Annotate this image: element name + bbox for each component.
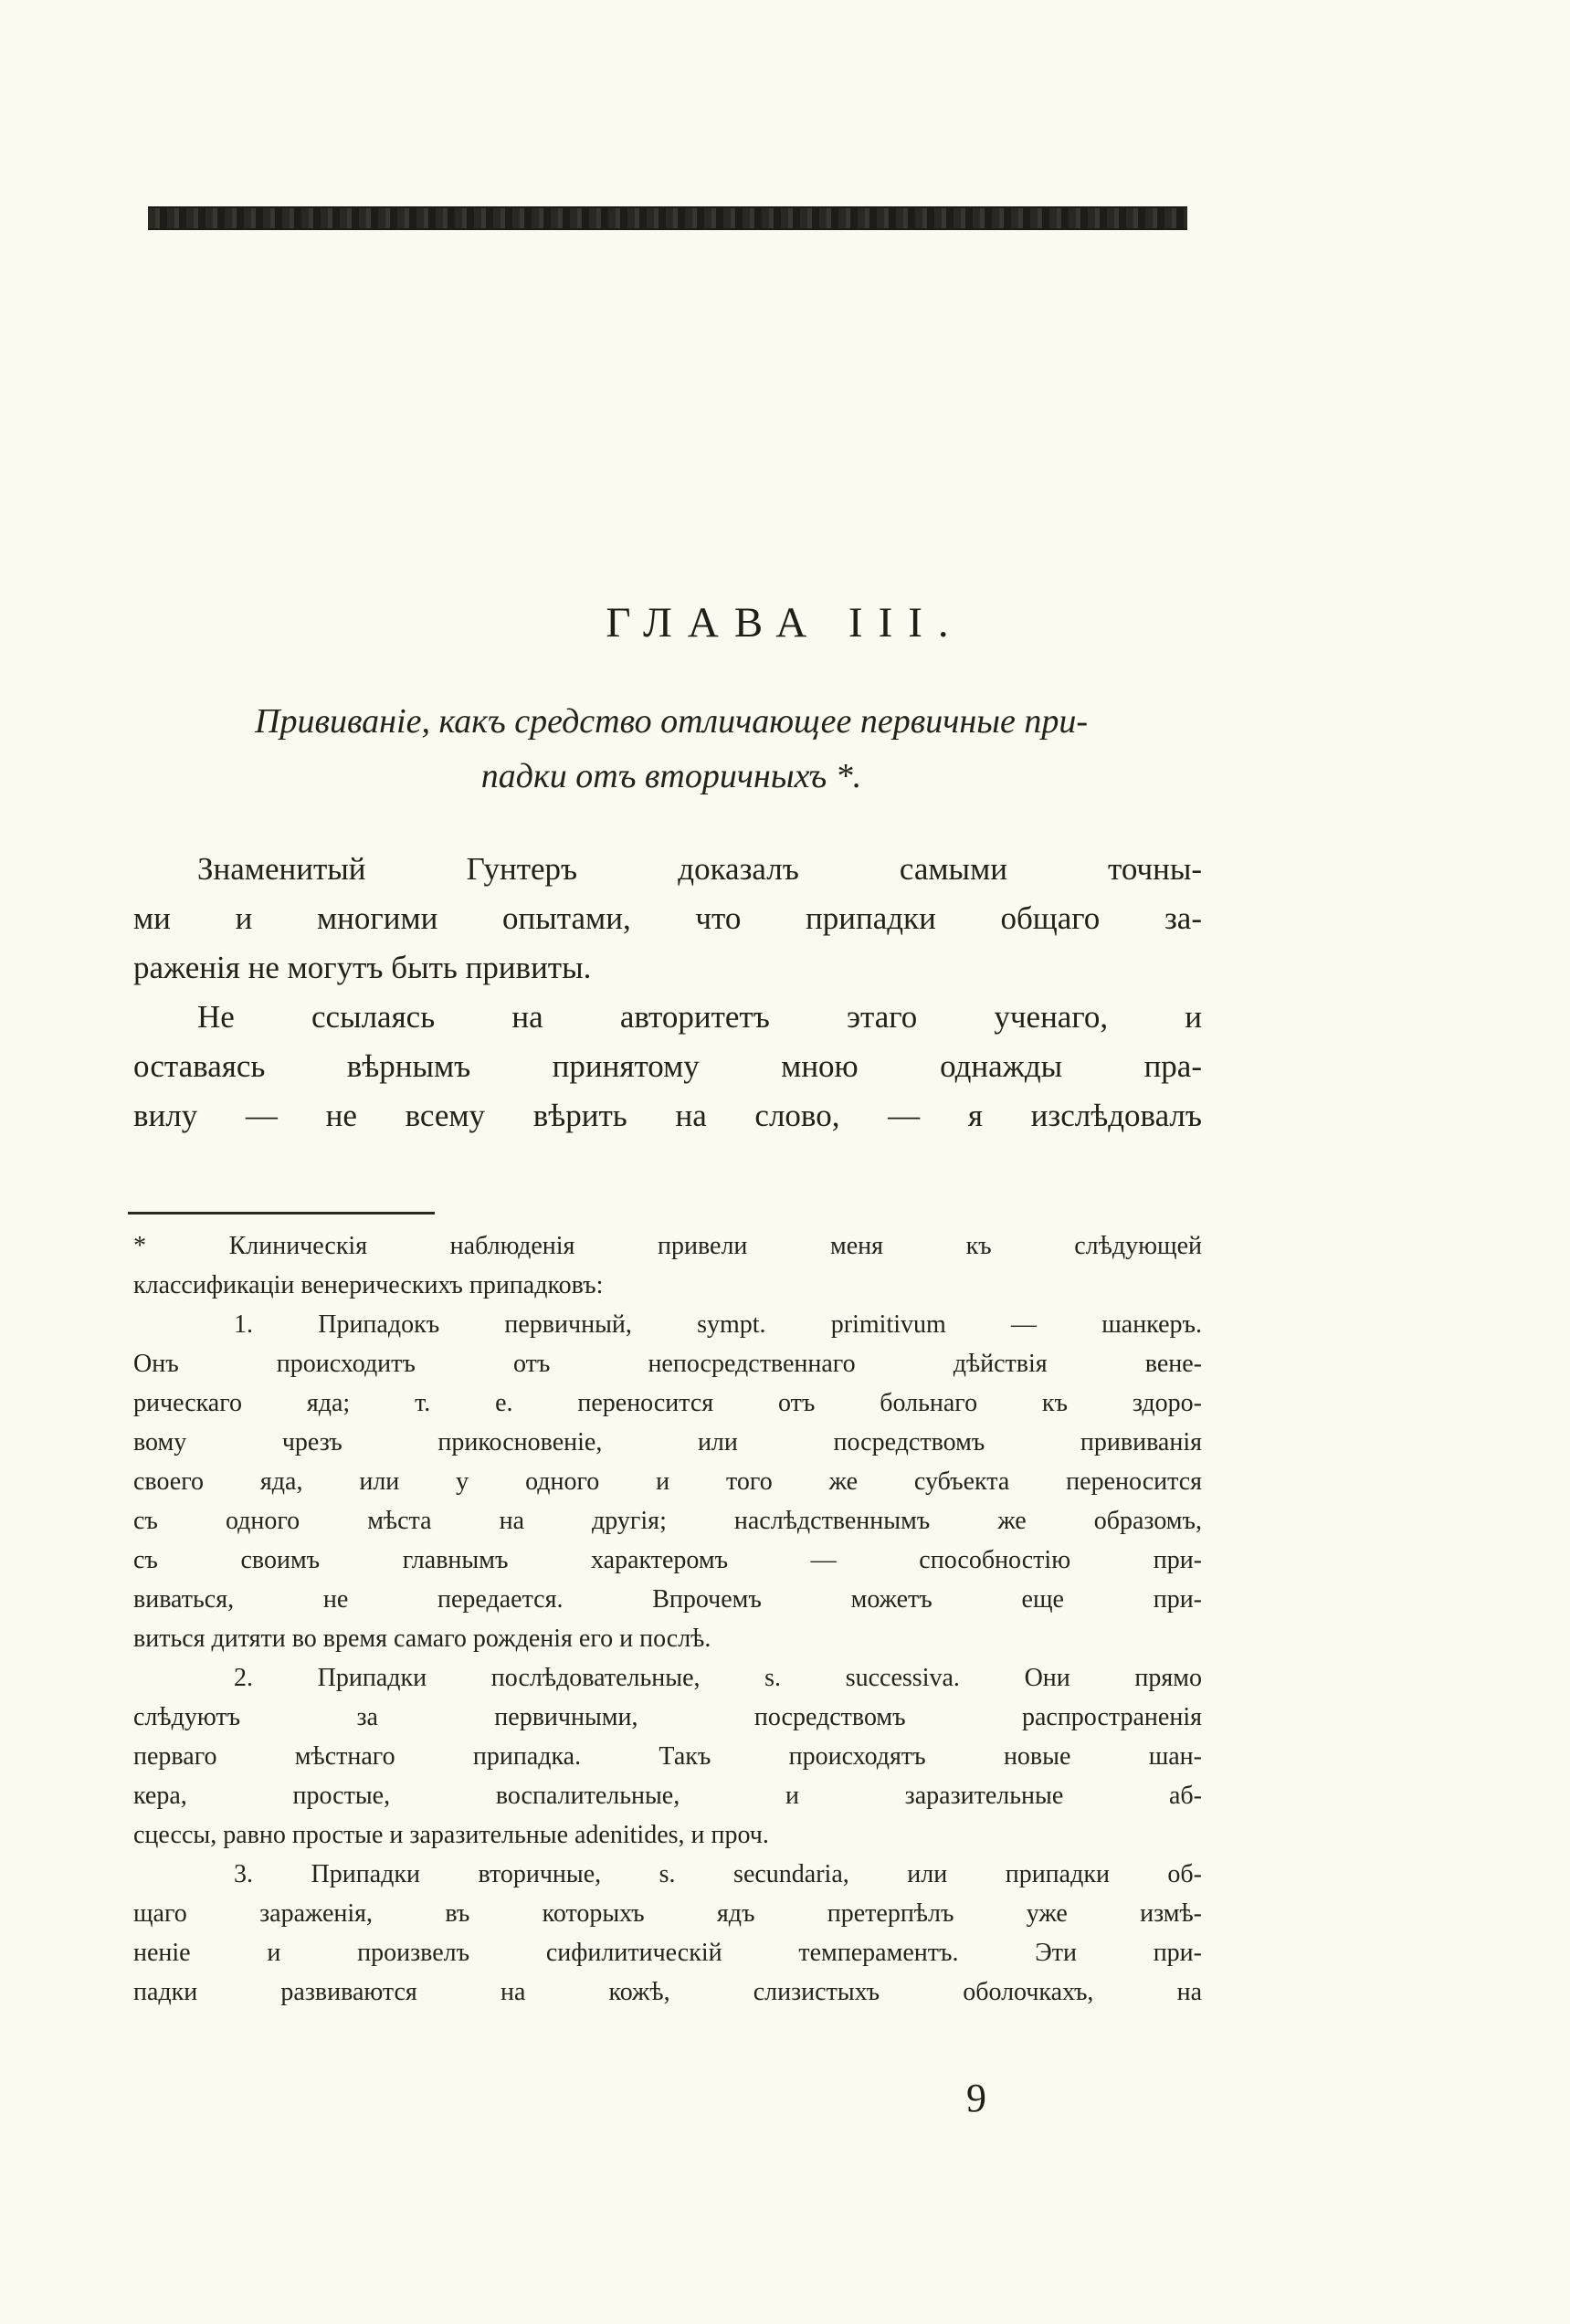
footnote-line-2: классификаціи венерическихъ припадковъ: [133, 1271, 604, 1299]
footnote-line-18: щаго зараженія, въ которыхъ ядъ претерпѣлъ уже измѣ- [133, 1899, 1202, 1928]
footnote-line-1: * Клиническія наблюденія привели меня къ слѣдующей [133, 1232, 1202, 1260]
footnote-line-8: съ одного мѣста на другія; наслѣдственнымъ же образомъ, [133, 1507, 1202, 1535]
footnote-line-5: рическаго яда; т. е. переносится отъ больнаго къ здоро- [133, 1389, 1202, 1417]
footnote-line-9: съ своимъ главнымъ характеромъ — способностію при- [133, 1546, 1202, 1574]
body-line-1: Знаменитый Гунтеръ доказалъ самыми точны- [197, 851, 1202, 887]
footnote-line-16: сцессы, равно простые и заразительные adenitides, и проч. [133, 1821, 769, 1849]
decorative-header-rule [148, 206, 1187, 230]
main-body-text [133, 845, 1202, 1141]
body-line-4: Не ссылаясь на авторитетъ этаго ученаго, и [197, 999, 1202, 1035]
footnote-line-13: слѣдуютъ за первичными, посредствомъ распространенія [133, 1703, 1202, 1731]
body-line-5: оставаясь вѣрнымъ принятому мною однажды пра- [133, 1048, 1202, 1084]
footnote-line-19: неніе и произвелъ сифилитическій темпераментъ. Эти при- [133, 1939, 1202, 1967]
footnote-line-15: кера, простые, воспалительные, и заразительные аб- [133, 1782, 1202, 1810]
footnote-line-11: виться дитяти во время самаго рожденія его и послѣ. [133, 1625, 711, 1653]
footnote-line-14: перваго мѣстнаго припадка. Такъ происходятъ новые шан- [133, 1742, 1202, 1771]
body-line-3: раженія не могутъ быть привиты. [133, 950, 592, 985]
body-line-2: ми и многими опытами, что припадки общаго за- [133, 900, 1202, 936]
chapter-heading: ГЛАВА III. [606, 599, 964, 647]
page-number: 9 [966, 2076, 986, 2120]
chapter-subtitle [137, 694, 1206, 804]
footnote-separator [128, 1212, 435, 1215]
footnote-line-10: виваться, не передается. Впрочемъ можетъ еще при- [133, 1585, 1202, 1614]
footnote-line-17: 3. Припадки вторичные, s. secundaria, или припадки об- [234, 1860, 1202, 1888]
footnote-line-4: Онъ происходитъ отъ непосредственнаго дѣйствія вене- [133, 1350, 1202, 1378]
subtitle-line-2: падки отъ вторичныхъ *. [480, 757, 862, 795]
footnote-block [133, 1226, 1202, 2012]
footnote-line-12: 2. Припадки послѣдовательные, s. successiva. Они прямо [234, 1664, 1202, 1692]
footnote-line-3: 1. Припадокъ первичный, sympt. primitivum — шанкеръ. [234, 1310, 1202, 1339]
footnote-line-6: вому чрезъ прикосновеніе, или посредствомъ прививанія [133, 1428, 1202, 1456]
subtitle-line-1: Прививаніе, какъ средство отличающее первичные при- [255, 702, 1088, 741]
footnote-line-7: своего яда, или у одного и того же субъекта переносится [133, 1467, 1202, 1496]
footnote-line-20: падки развиваются на кожѣ, слизистыхъ оболочкахъ, на [133, 1978, 1202, 2006]
body-line-6: вилу — не всему вѣрить на слово, — я изслѣдовалъ [133, 1098, 1202, 1133]
